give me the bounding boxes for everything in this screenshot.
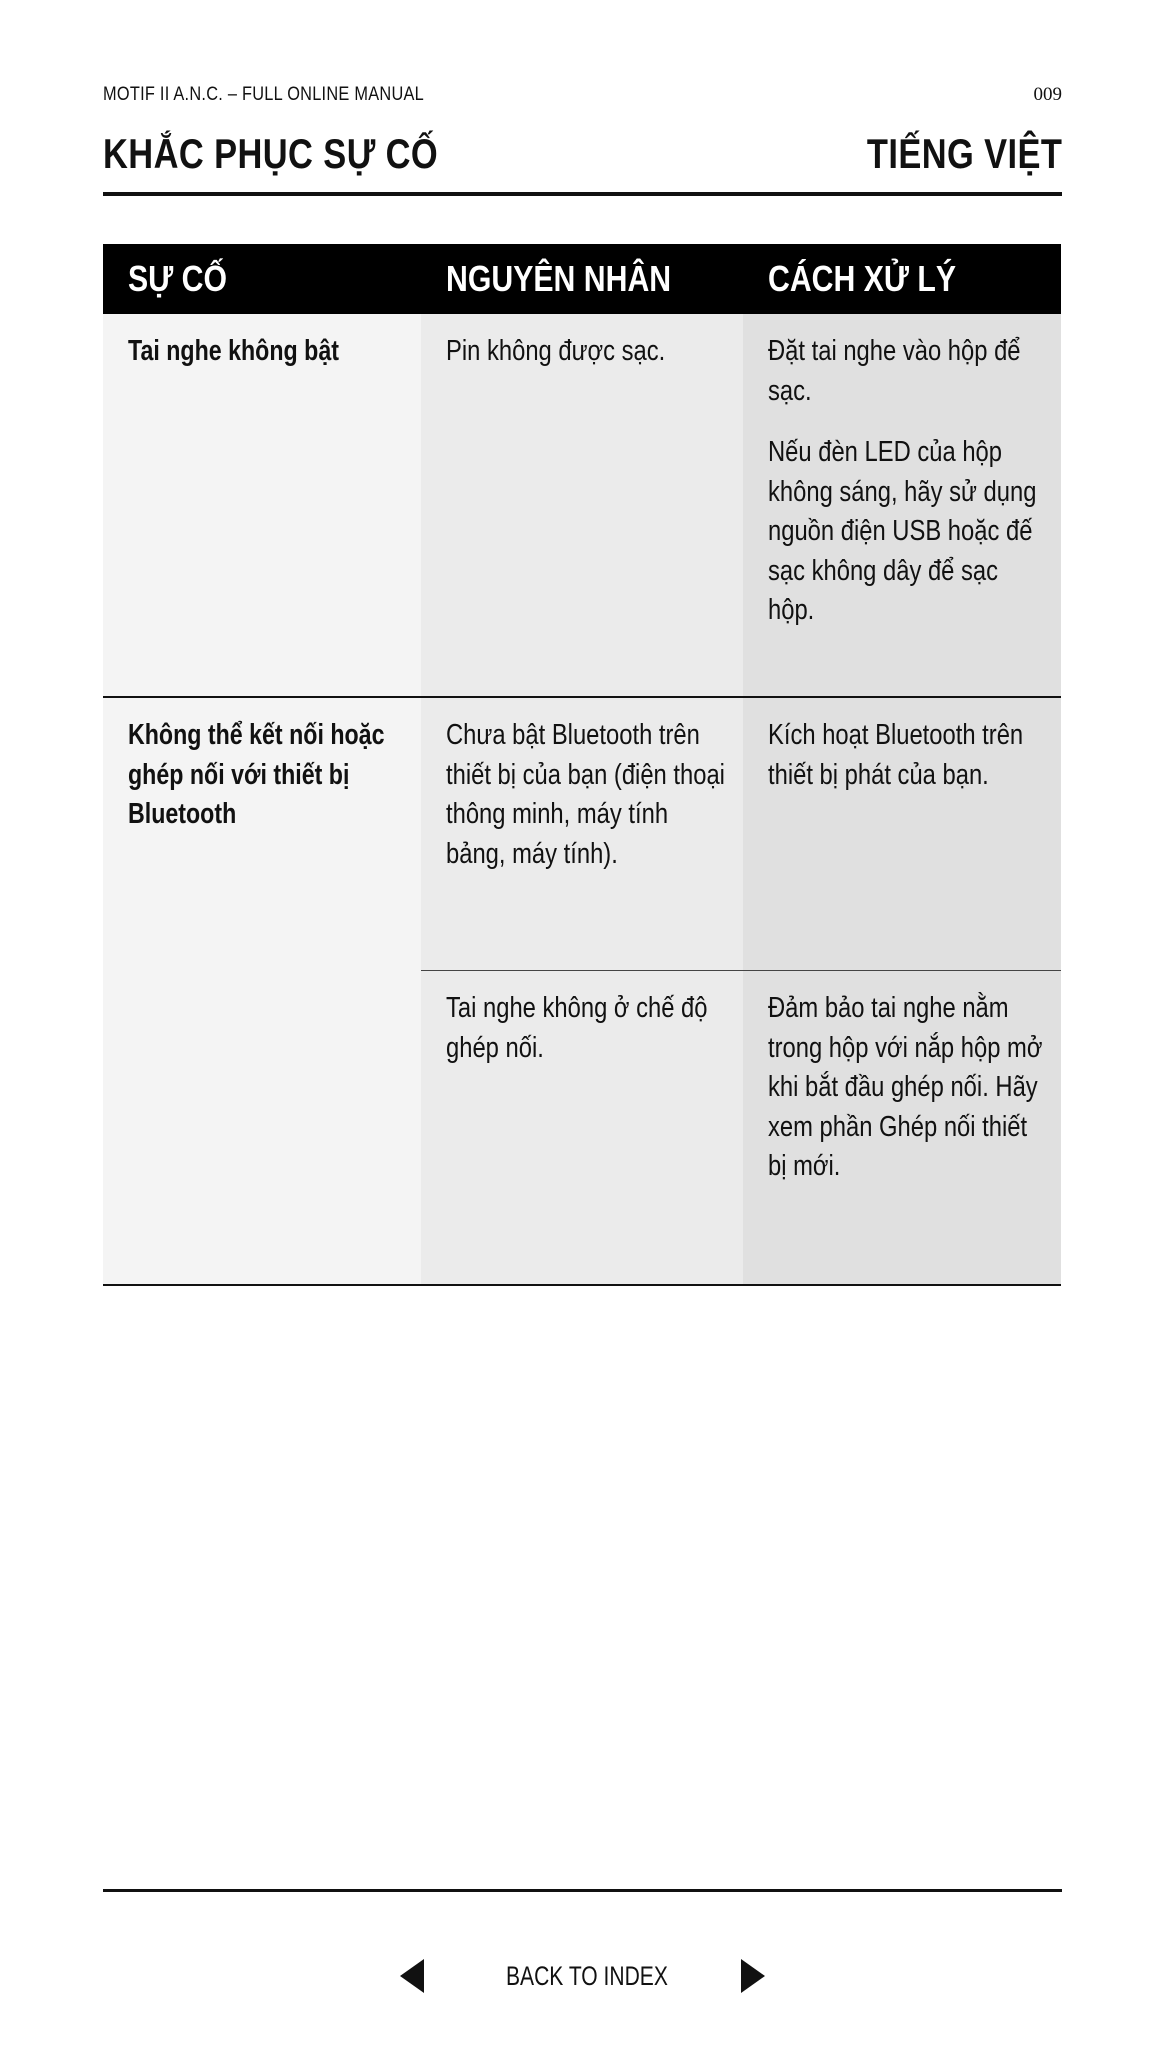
- table-header: [103, 244, 1061, 314]
- cause-text: Pin không được sạc.: [446, 335, 666, 367]
- table-row: [421, 970, 1061, 1284]
- table-row-group: [103, 314, 1061, 698]
- issue-text: Tai nghe không bật: [128, 335, 339, 367]
- footer-divider: [103, 1889, 1062, 1892]
- issue-cell: [103, 314, 421, 696]
- solution-text: Kích hoạt Bluetooth trên thiết bị phát của bạn.: [768, 719, 1024, 791]
- solution-text: Đặt tai nghe vào hộp để sạc.: [768, 335, 1021, 407]
- issue-cell: [103, 698, 421, 1284]
- solution-text: Nếu đèn LED của hộp không sáng, hãy sử dụng nguồn điện USB hoặc đế sạc không dây để sạc hộp.: [768, 436, 1037, 626]
- back-to-index-link[interactable]: BACK TO INDEX: [506, 1961, 668, 1991]
- table-row: [421, 698, 1061, 970]
- cause-text: Tai nghe không ở chế độ ghép nối.: [446, 992, 708, 1064]
- language-label: TIẾNG VIỆT: [866, 130, 1062, 177]
- table-row-group: [103, 698, 1061, 1286]
- header-divider: [103, 192, 1062, 196]
- cause-cell: [421, 698, 743, 970]
- cause-cell: [421, 971, 743, 1284]
- column-header-cause: NGUYÊN NHÂN: [446, 258, 672, 299]
- solution-cell: [743, 314, 1061, 696]
- solution-text: Đảm bảo tai nghe nằm trong hộp với nắp hộp mở khi bắt đầu ghép nối. Hãy xem phần Ghép nối thiết bị mới.: [768, 992, 1043, 1182]
- page-number: 009: [1033, 84, 1062, 105]
- column-header-solution: CÁCH XỬ LÝ: [768, 258, 957, 299]
- triangle-left-icon[interactable]: [400, 1959, 424, 1993]
- column-header-issue: SỰ CỐ: [128, 258, 228, 299]
- solution-cell: [743, 698, 1061, 970]
- table-row: [421, 314, 1061, 696]
- document-title: MOTIF II A.N.C. – FULL ONLINE MANUAL: [103, 84, 425, 105]
- triangle-right-icon[interactable]: [741, 1959, 765, 1993]
- issue-text: Không thể kết nối hoặc ghép nối với thiết bị Bluetooth: [128, 719, 385, 830]
- cause-cell: [421, 314, 743, 696]
- solution-cell: [743, 971, 1061, 1284]
- troubleshooting-table: [103, 244, 1061, 1286]
- section-title: KHẮC PHỤC SỰ CỐ: [103, 130, 439, 177]
- cause-text: Chưa bật Bluetooth trên thiết bị của bạn (điện thoại thông minh, máy tính bảng, máy tính).: [446, 719, 725, 870]
